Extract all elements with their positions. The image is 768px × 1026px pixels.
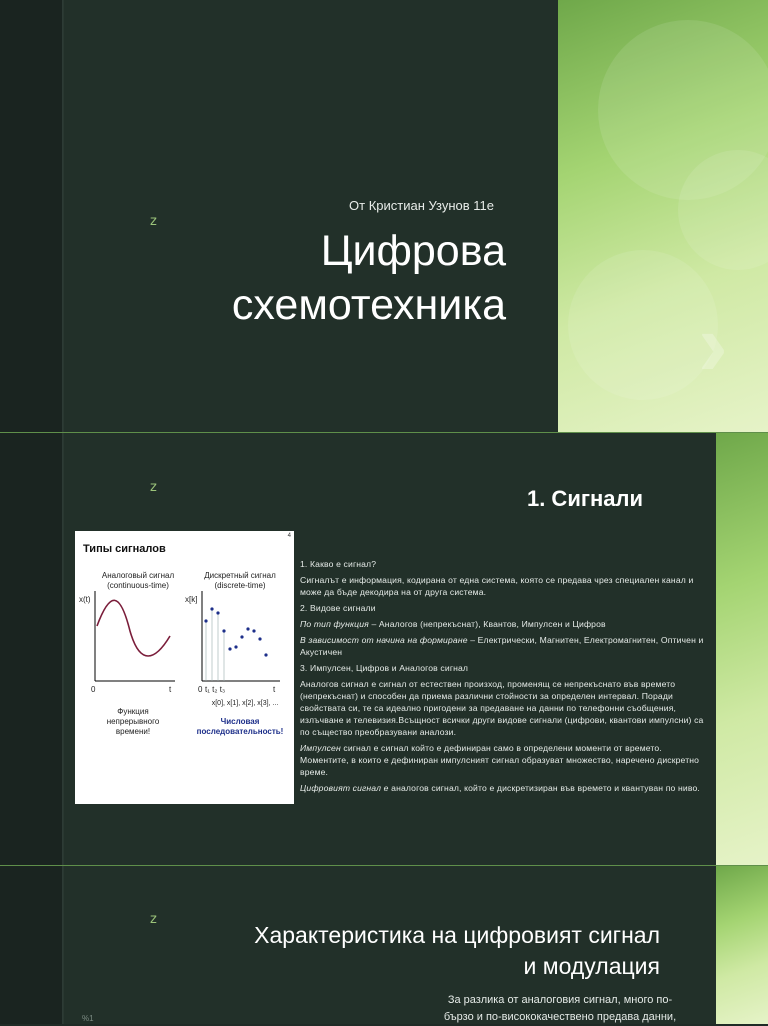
green-decor-strip [716, 433, 768, 865]
figure-page-number: 4 [287, 533, 291, 539]
section-marker: z [150, 214, 157, 229]
text-p9-em: Цифровият сигнал е [300, 783, 389, 793]
intro-line1: За разлика от аналоговия сигнал, много по- [447, 994, 673, 1006]
title-line-1: Цифрова [320, 227, 506, 275]
axis-origin: 0 [91, 685, 96, 694]
analog-label-line1: Аналоговый сигнал [101, 571, 175, 580]
green-decor-strip [716, 866, 768, 1024]
text-p8-em: Импулсен [300, 743, 341, 753]
sequence-label: x[0], x[1], x[2], x[3], ... [211, 700, 279, 707]
caption-left [93, 707, 173, 737]
slide-footnote-mark: %1 [82, 1014, 94, 1023]
text-p5-rest: – Електрически, Магнитен, Електромагнитен, Оптичен и Акустичен [300, 635, 704, 657]
axis-origin-discrete: 0 [198, 685, 203, 694]
analog-label-line2: (continuous-time) [107, 581, 169, 590]
text-p8-rest: сигнал е сигнал който е дефиниран само в определени моменти от времето. Моментите, в които е дефиниран импулсният сигнал образуват множество, наречено дискретно време. [300, 743, 700, 777]
caption-left-line1: Функция [117, 707, 149, 716]
discrete-label-line2: (discrete-time) [214, 581, 266, 590]
caption-right-line1: Числовая [220, 717, 260, 726]
text-p5-em: В зависимост от начина на формиране [300, 635, 468, 645]
left-dark-bar [0, 866, 63, 1024]
green-decor-panel [558, 0, 768, 432]
text-p9-rest: аналогов сигнал, който е дискретизиран във времето и квантуван по ниво. [388, 783, 700, 793]
text-p5 [300, 634, 712, 658]
axis-label-t: t [169, 685, 172, 694]
signal-types-figure [75, 531, 294, 804]
text-p3: 2. Видове сигнали [300, 603, 376, 613]
text-p7: Аналогов сигнал е сигнал от естествен произход, променящ се непрекъснато във времето (непрекъснат) и способен да приема различни стойности за определен интервал. Поради свойствата си, те са идеално пригодени за предаване на данни по телефонни съобщения, излъчване и телевизия.Всъщност всички други видове сигнали (цифрови, квантови импулсни) са по същество преобразувани аналози. [300, 679, 704, 737]
characteristics-intro [420, 992, 700, 1026]
presentation-title [232, 224, 506, 332]
figure-title: Типы сигналов [83, 543, 166, 555]
decor-chevron-icon: › [698, 295, 728, 395]
section-marker: z [150, 480, 157, 495]
slide-title-characteristics [254, 920, 660, 982]
slide-title-signals: 1. Сигнали [526, 486, 644, 511]
axis-label-xk: x[k] [185, 595, 198, 604]
caption-right-line2: последовательность! [196, 727, 284, 736]
discrete-points [204, 607, 267, 656]
text-p4-rest: – Аналогов (непрекъснат), Квантов, Импулсен и Цифров [368, 619, 606, 629]
author-line: От Кристиан Узунов 11е [349, 198, 494, 213]
title-slide [0, 0, 768, 432]
text-p9 [300, 782, 712, 794]
title3-line2: и модулация [523, 953, 660, 979]
section-marker: z [150, 912, 157, 927]
caption-left-line2: непрерывного [106, 717, 160, 726]
axis-label-xt: x(t) [79, 595, 91, 604]
title3-line1: Характеристика на цифровият сигнал [254, 922, 660, 948]
text-p6: 3. Импулсен, Цифров и Аналогов сигнал [300, 663, 469, 673]
text-p8 [300, 742, 712, 778]
discrete-label [195, 571, 285, 591]
text-p4-em: По тип функция [300, 619, 369, 629]
caption-left-line3: времени! [115, 727, 151, 736]
title-line-2: схемотехника [231, 281, 506, 329]
signals-text [300, 558, 712, 798]
text-p1: 1. Какво е сигнал? [300, 559, 377, 569]
caption-right [190, 717, 290, 737]
axis-ticks: t₁ t₂ t₃ [205, 685, 226, 694]
intro-line2: бързо и по-висококачествено предава данни, [443, 1011, 677, 1023]
discrete-label-line1: Дискретный сигнал [204, 571, 276, 580]
text-p2: Сигналът е информация, кодирана от една система, която се предава чрез специален канал и може да бъде декодира на от друга система. [300, 575, 694, 597]
text-p4 [300, 618, 712, 630]
left-dark-bar [0, 0, 63, 432]
analog-label [93, 571, 183, 591]
axis-label-t-discrete: t [273, 685, 276, 694]
decor-circle [568, 250, 718, 400]
left-dark-bar [0, 433, 63, 865]
